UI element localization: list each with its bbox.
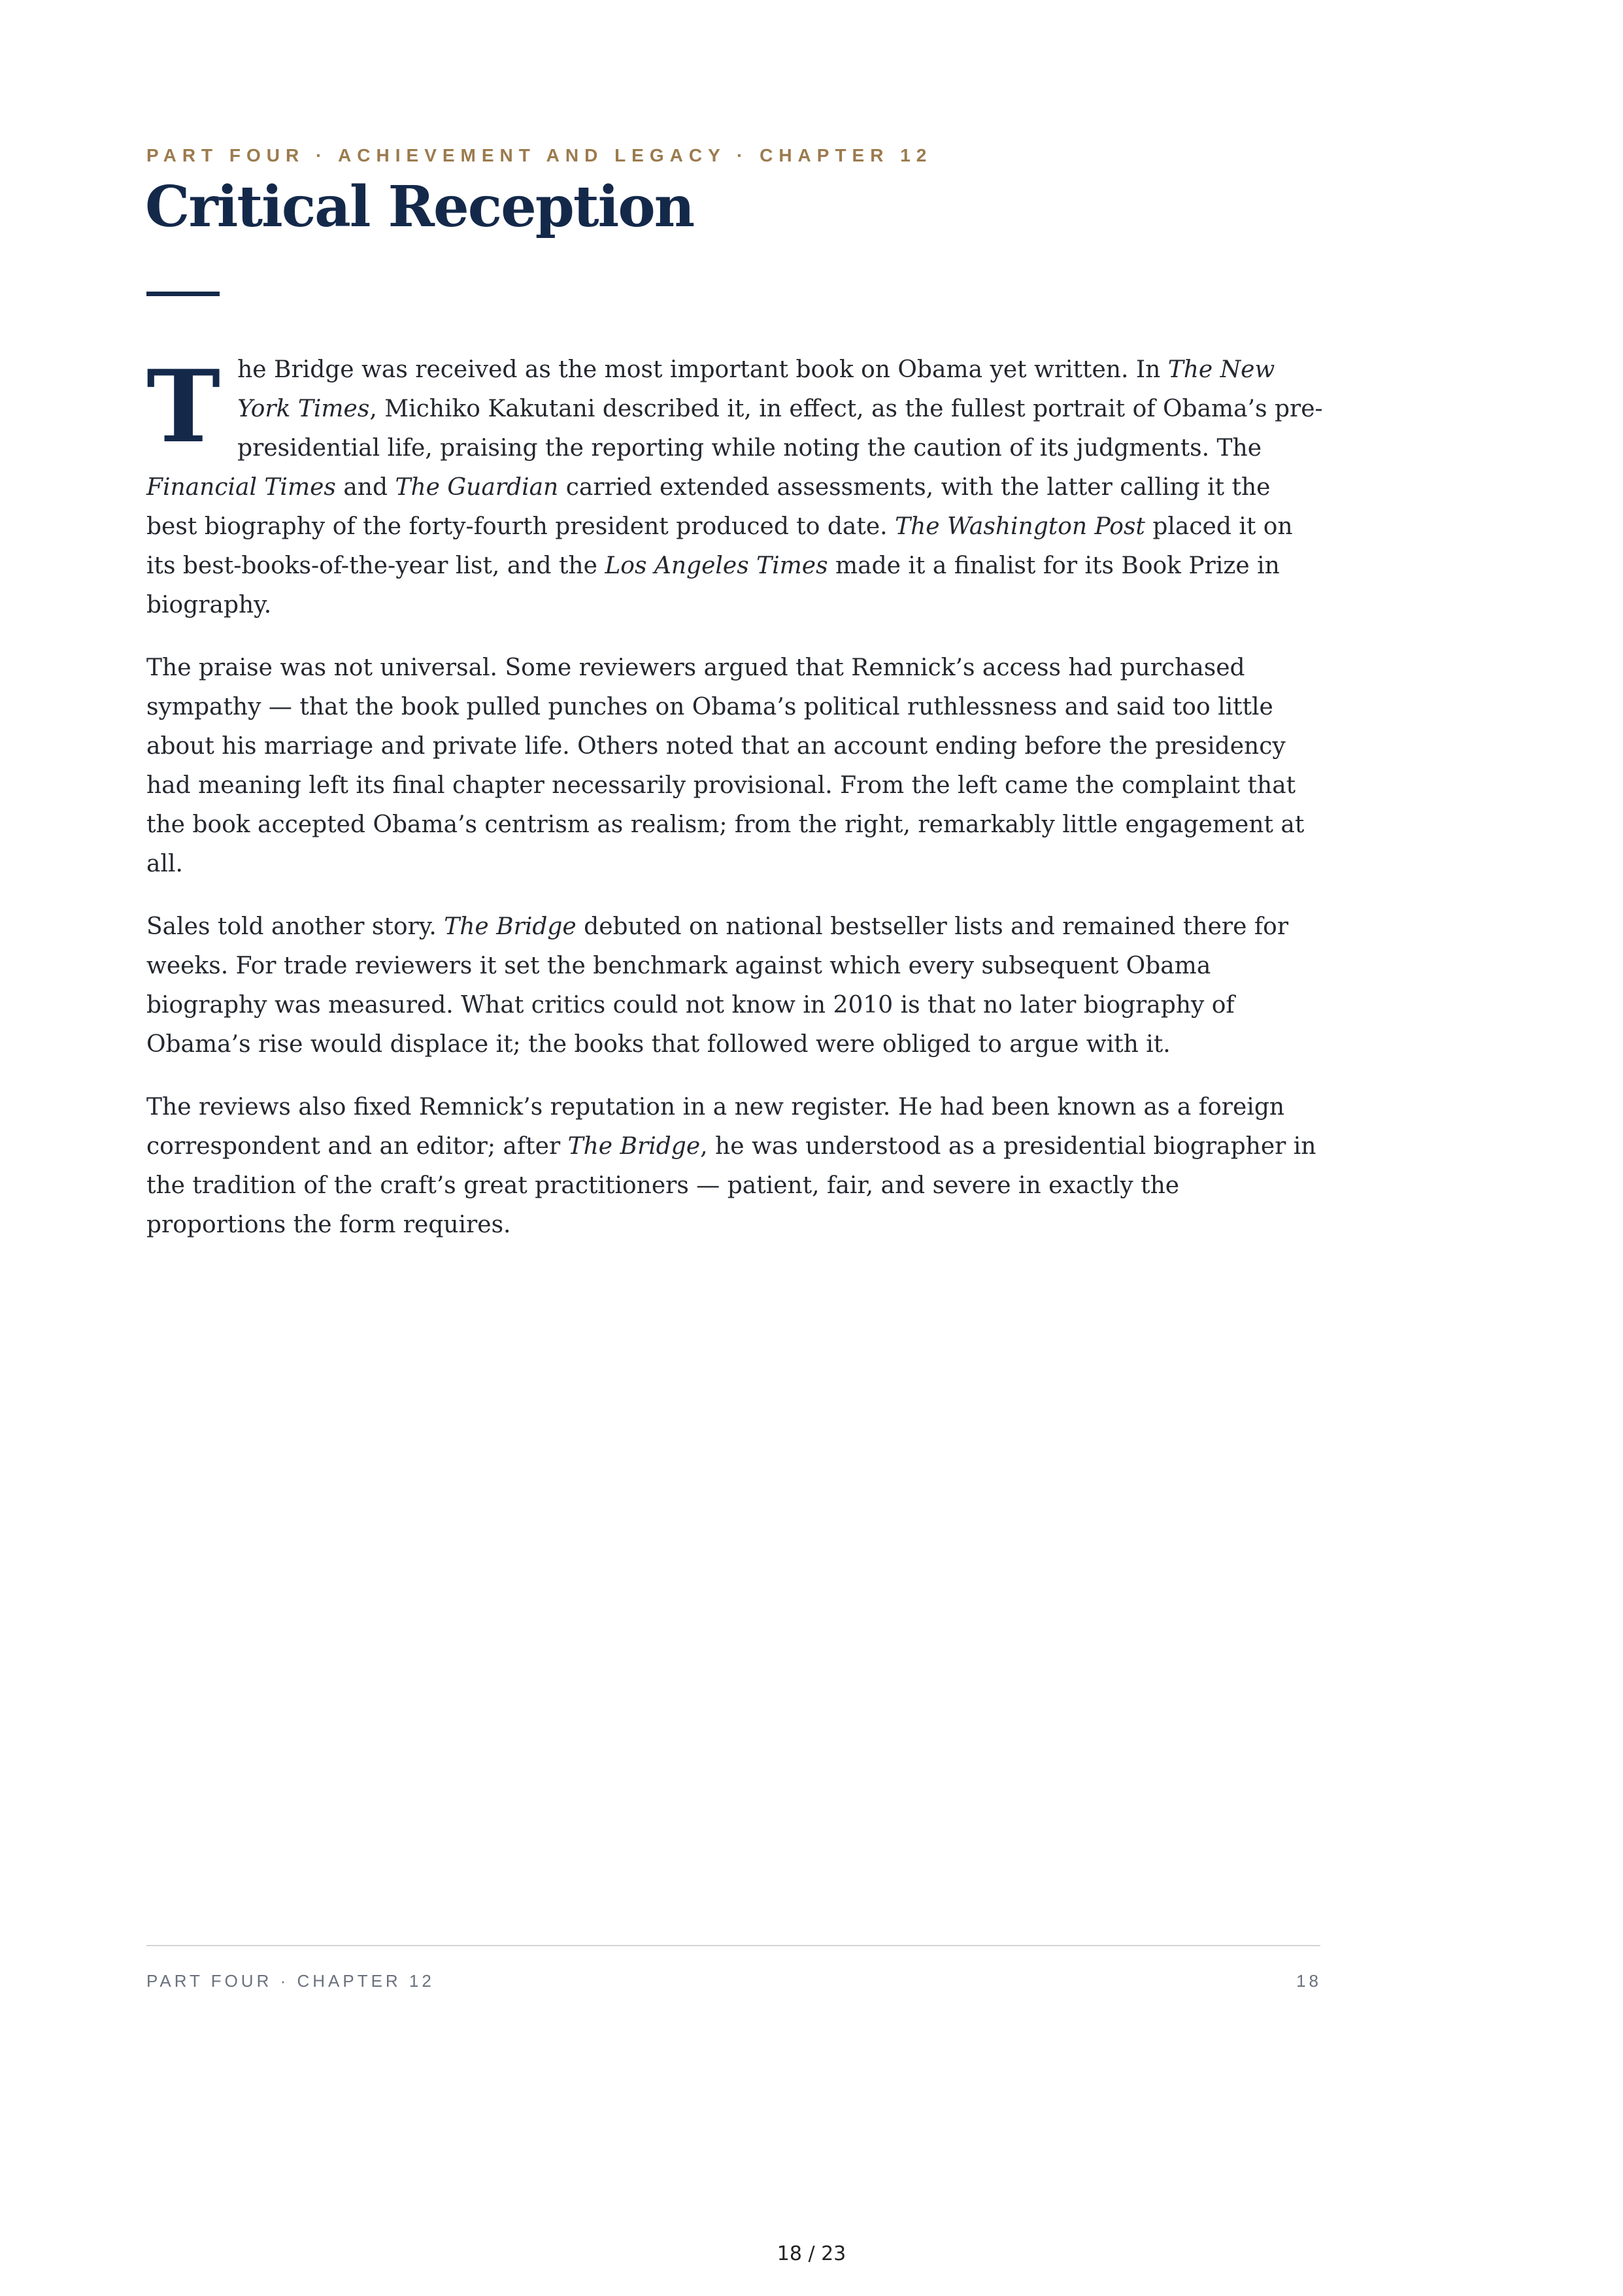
text-run: debuted on national bestseller lists and remained there for weeks. For trade reviewers it set the benchmark against which every subsequent Obama biography was measured. What critics could not know in 2010 is that no later biography of Obama’s rise would displace it; the books that followed were obliged to argue with it.	[146, 913, 1289, 1058]
viewer-page-counter: 18 / 23	[777, 2242, 846, 2265]
footer-divider	[146, 1945, 1320, 1946]
drop-cap: T	[146, 348, 221, 465]
paragraph-4	[146, 1088, 1323, 1245]
folio-page-number: 18	[1296, 1971, 1322, 1991]
text-run: Sales told another story.	[146, 913, 444, 940]
paragraph-1	[146, 350, 1323, 625]
text-run: placed it on its best-books-of-the-year list, and the	[146, 513, 1293, 579]
text-run: , Michiko Kakutani described it, in effect, as the fullest portrait of Obama’s pre-presidential life, praising the reporting while noting the caution of its judgments. The	[237, 396, 1323, 462]
italic-title: Financial Times	[146, 474, 336, 501]
text-run: and	[335, 474, 395, 501]
title-underline-rule	[146, 292, 220, 296]
text-run: made it a finalist for its Book Prize in biography.	[146, 552, 1280, 618]
italic-title: The Washington Post	[895, 513, 1145, 540]
italic-title: Los Angeles Times	[605, 552, 828, 579]
italic-title: The Guardian	[395, 474, 559, 501]
text-run: he Bridge was received as the most important book on Obama yet written. In	[237, 356, 1168, 383]
text-run: , he was understood as a presidential biographer in the tradition of the craft’s great practitioners — patient, fair, and severe in exactly the proportions the form requires.	[146, 1133, 1316, 1238]
italic-title: The Bridge	[444, 913, 577, 940]
paragraph-3	[146, 907, 1323, 1064]
text-run: carried extended assessments, with the latter calling it the best biography of the forty-fourth president produced to date.	[146, 474, 1271, 540]
text-run: The reviews also fixed Remnick’s reputation in a new register. He had been known as a foreign correspondent and an editor; after	[146, 1094, 1285, 1160]
italic-title: The New York Times	[237, 356, 1275, 422]
paragraph-2: The praise was not universal. Some reviewers argued that Remnick’s access had purchased sympathy — that the book pulled punches on Obama’s political ruthlessness and said too little about his marriage and private life. Others noted that an account ending before the presidency had meaning left its final chapter necessarily provisional. From the left came the complaint that the book accepted Obama’s centrism as realism; from the right, remarkably little engagement at all.	[146, 654, 1305, 877]
running-footer: PART FOUR · CHAPTER 12	[146, 1971, 435, 1991]
chapter-body	[146, 350, 1323, 1268]
chapter-title: Critical Reception	[145, 174, 694, 240]
chapter-kicker: PART FOUR · ACHIEVEMENT AND LEGACY · CHAPTER 12	[146, 145, 933, 165]
italic-title: The Bridge	[567, 1133, 701, 1160]
